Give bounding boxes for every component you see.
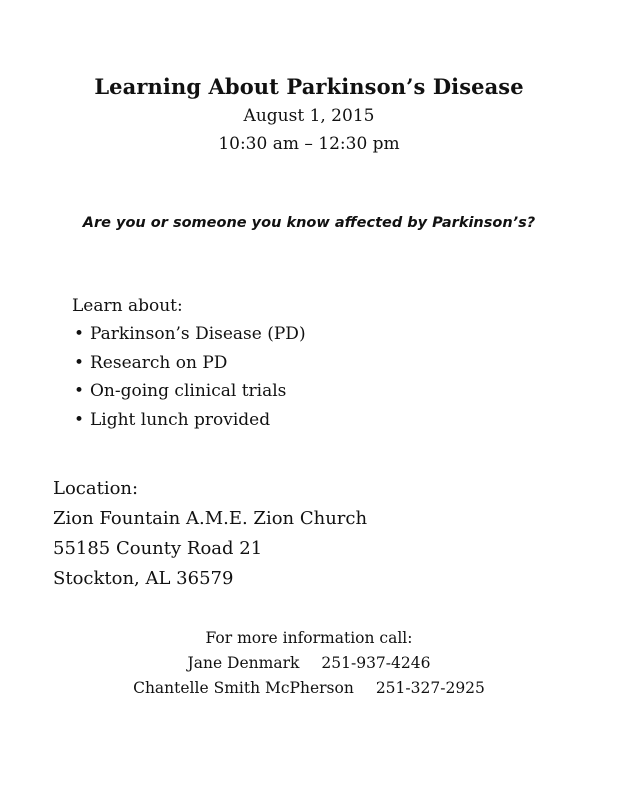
event-header [0,72,618,158]
learn-about-section [72,292,306,434]
contact-name: Chantelle Smith McPherson [133,679,354,697]
bullet-dot-icon: • [74,324,85,344]
bullet-dot-icon: • [74,352,85,373]
list-item [72,377,306,406]
bullet-dot-icon: • [74,409,85,430]
event-time: 10:30 am – 12:30 pm [218,134,400,154]
contact-intro: For more information call: [205,629,413,647]
contact-phone: 251-327-2925 [375,679,485,697]
location-name: Zion Fountain A.M.E. Zion Church [53,508,368,529]
question-tagline: Are you or someone you know affected by Parkinson’s? [82,215,536,231]
list-item [72,406,306,435]
location-city: Stockton, AL 36579 [53,568,234,589]
contact-phone: 251-937-4246 [321,654,431,672]
contact-row [0,651,618,676]
contact-section [0,626,618,701]
list-item-text: Research on PD [90,352,228,373]
list-item [72,320,306,349]
list-item-text: Parkinson’s Disease (PD) [90,324,306,344]
location-street: 55185 County Road 21 [53,538,263,559]
list-item-text: On-going clinical trials [90,381,287,401]
contact-name: Jane Denmark [187,654,300,672]
list-item-text: Light lunch provided [90,409,271,430]
event-date: August 1, 2015 [243,106,375,126]
location-label: Location: [53,478,139,499]
contact-row [0,676,618,701]
location-section [53,474,367,594]
bullet-dot-icon: • [74,381,85,401]
event-title: Learning About Parkinson’s Disease [94,74,524,99]
learn-about-list [72,320,306,434]
list-item [72,349,306,378]
learn-about-heading: Learn about: [72,296,183,316]
